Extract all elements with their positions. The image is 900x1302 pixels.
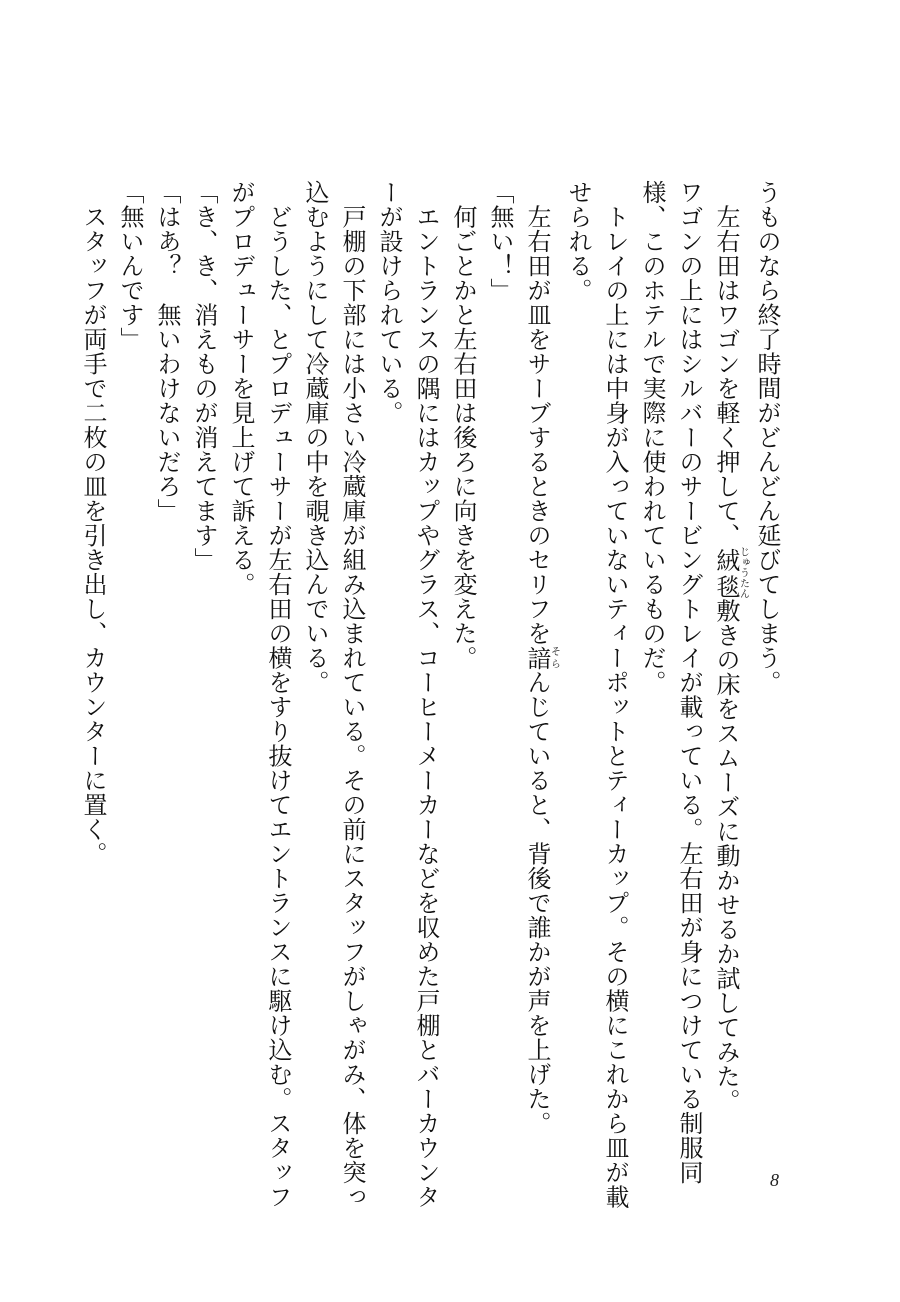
vertical-text-body [79, 180, 785, 1209]
text-line-18: 「無いんです」 [116, 180, 144, 352]
text-line-13: 込むようにして冷蔵庫の中を覗き込んでいる。 [301, 180, 329, 695]
text-line-3: ワゴンの上にはシルバーのサービングトレイが載っている。左右田が身につけている制服同 [675, 180, 703, 1185]
text-line-1: うものなら終了時間がどんどん延びてしまう。 [753, 180, 781, 695]
text-line-4: 様、このホテルで実際に使われているものだ。 [638, 180, 666, 695]
text-line-2-end: 敷きの床をスムーズに動かせるか試してみた。 [712, 598, 740, 1113]
ruby-jutan [712, 546, 749, 600]
text-line-19: スタッフが両手で二枚の皿を引き出し、カウンターに置く。 [79, 180, 107, 866]
text-line-7 [518, 180, 560, 1136]
ruby-jutan-reading: じゅうたん [737, 546, 749, 600]
text-line-6: せられる。 [564, 180, 592, 303]
text-line-17: 「はあ？ 無いわけないだろ」 [153, 180, 181, 523]
text-line-15: がプロデューサーを見上げて訴える。 [227, 180, 255, 597]
text-line-7-start: 左右田が皿をサーブするときのセリフを [523, 180, 551, 646]
ruby-sora-reading: そら [548, 645, 560, 670]
text-line-7-end: んじていると、背後で誰かが声を上げた。 [523, 670, 551, 1136]
ruby-sora-base: 諳 [523, 645, 551, 670]
ruby-jutan-base: 絨毯 [712, 546, 740, 600]
text-line-14: どうした、とプロデューサーが左右田の横をすり抜けてエントランスに駆け込む。スタッフ [264, 180, 292, 1209]
ruby-sora [523, 645, 560, 671]
text-line-16: 「き、き、消えものが消えてます」 [190, 180, 218, 572]
page-number: 8 [770, 1170, 779, 1190]
text-line-9: 何ごとかと左右田は後ろに向きを変えた。 [449, 180, 477, 670]
text-line-12: 戸棚の下部には小さい冷蔵庫が組み込まれている。その前にスタッフがしゃがみ、体を突っ [338, 180, 366, 1209]
text-line-2-start: 左右田はワゴンを軽く押して、 [712, 180, 740, 548]
text-line-10: エントランスの隅にはカップやグラス、コーヒーメーカーなどを収めた戸棚とバーカウンタ [412, 180, 440, 1209]
text-line-2 [707, 180, 748, 1130]
text-line-5: トレイの上には中身が入っていないティーポットとティーカップ。その横にこれから皿が載 [601, 180, 629, 1209]
text-line-11: ーが設けられている。 [375, 180, 403, 425]
text-line-8: 「無い！」 [486, 180, 514, 303]
